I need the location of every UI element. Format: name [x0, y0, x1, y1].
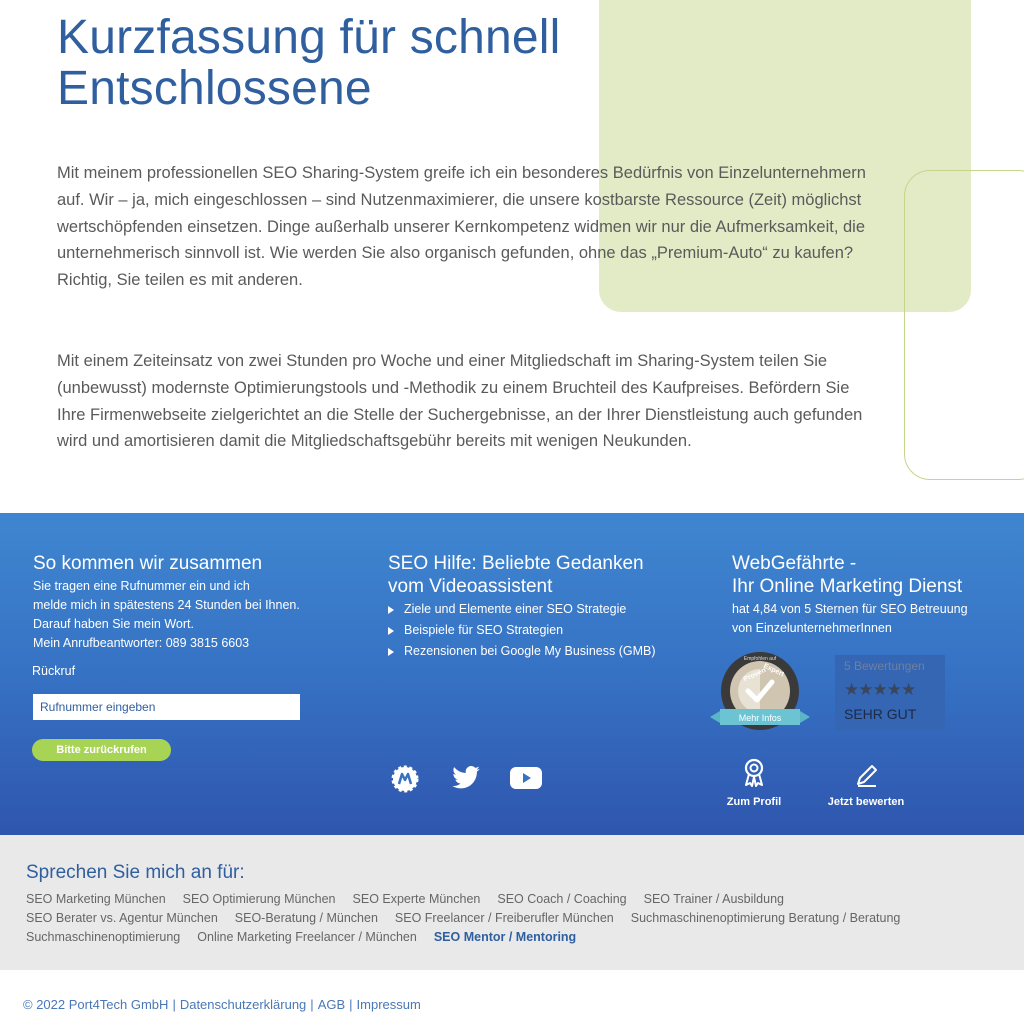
keywords-row-3	[26, 930, 593, 944]
pencil-edit-icon	[852, 757, 880, 787]
profile-action[interactable]	[722, 757, 786, 808]
award-ribbon-icon	[741, 757, 767, 787]
youtube-icon[interactable]	[509, 763, 543, 793]
privacy-link[interactable]: Datenschutzerklärung	[179, 997, 307, 1012]
footer-blue-section	[0, 513, 1024, 835]
keyword-link[interactable]: SEO Optimierung München	[182, 892, 336, 906]
phone-input[interactable]	[33, 694, 300, 720]
terms-link[interactable]: AGB	[317, 997, 346, 1012]
separator: |	[349, 997, 353, 1012]
keyword-link-active[interactable]: SEO Mentor / Mentoring	[433, 930, 577, 944]
webgefaehrte-rating-text	[732, 600, 1012, 638]
seo-help-title-line-1: SEO Hilfe: Beliebte Gedanken	[388, 553, 644, 574]
imprint-link[interactable]: Impressum	[356, 997, 421, 1012]
page-title	[57, 12, 561, 114]
triangle-right-icon	[388, 627, 394, 635]
star-rating-icon: ★★★★★	[844, 680, 916, 699]
twitter-icon[interactable]	[449, 763, 483, 793]
rating-text: SEHR GUT	[844, 706, 917, 722]
webgefaehrte-title-line-1: WebGefährte -	[732, 553, 857, 574]
webgefaehrte-title-line-2: Ihr Online Marketing Dienst	[732, 576, 963, 597]
triangle-right-icon	[388, 648, 394, 656]
title-line-2: Entschlossene	[57, 62, 372, 115]
copyright-text: © 2022 Port4Tech GmbH	[23, 997, 169, 1012]
callback-label: Rückruf	[32, 664, 76, 678]
keyword-link[interactable]: Suchmaschinenoptimierung	[26, 930, 181, 944]
badge-more-info[interactable]: Mehr Infos	[738, 713, 782, 723]
intro-paragraph-1: Mit meinem professionellen SEO Sharing-System greife ich ein besonderes Bedürfnis von Einzelunternehmern auf. Wir – ja, mich eingeschlossen – sind Nutzenmaximierer, die unsere kostbarste Ressource (Zeit) möglichst wertschöpfenden einsetzen. Dinge außerhalb unserer Kernkompetenz widmen wir nur die Aufmerksamkeit, die unternehmerisch sinnvoll ist. Wie werden Sie also organisch gefunden, ohne das „Premium-Auto“ zu kaufen? Richtig, Sie teilen es mit anderen.	[57, 164, 866, 290]
contact-text	[33, 577, 343, 653]
seo-help-list	[388, 599, 656, 662]
rating-line: hat 4,84 von 5 Sternen für SEO Betreuung	[732, 602, 968, 616]
keyword-link[interactable]: Suchmaschinenoptimierung Beratung / Beratung	[630, 911, 901, 925]
keyword-link[interactable]: SEO Trainer / Ausbildung	[643, 892, 784, 906]
reviews-widget[interactable]	[835, 655, 945, 731]
badge-brand-bottom: Expert	[762, 662, 786, 679]
callback-button[interactable]: Bitte zurückrufen	[32, 739, 171, 761]
seo-help-item	[388, 599, 656, 620]
keyword-link[interactable]: SEO Marketing München	[26, 892, 166, 906]
provenexpert-badge[interactable]	[706, 651, 814, 737]
contact-line: Mein Anrufbeantworter: 089 3815 6603	[33, 636, 250, 650]
separator: |	[310, 997, 314, 1012]
provenexpert-social-icon[interactable]	[389, 763, 421, 795]
keywords-title: Sprechen Sie mich an für:	[26, 862, 245, 883]
seo-help-link-examples[interactable]: Beispiele für SEO Strategien	[404, 623, 564, 637]
triangle-right-icon	[388, 606, 394, 614]
separator: |	[172, 997, 176, 1012]
contact-title: So kommen wir zusammen	[33, 553, 263, 574]
intro-paragraph-2: Mit einem Zeiteinsatz von zwei Stunden pro Woche und einer Mitgliedschaft im Sharing-System teilen Sie (unbewusst) modernste Optimierungstools und -Methodik zu einem Bruchteil des Kaufpreises. Befördern Sie Ihre Firmenwebseite zielgerichtet an die Stelle der Suchergebnisse, an der Ihrer Dienstleistung auch gefunden wird und amortisieren damit die Mitgliedschaftsgebühr bereits mit wenigen Neukunden.	[57, 352, 863, 451]
seo-help-title	[388, 552, 644, 598]
keyword-link[interactable]: SEO-Beratung / München	[234, 911, 378, 925]
keywords-row-1	[26, 892, 801, 906]
seo-help-link-strategy[interactable]: Ziele und Elemente einer SEO Strategie	[404, 602, 627, 616]
contact-line: melde mich in spätestens 24 Stunden bei Ihnen.	[33, 598, 300, 612]
seo-help-title-line-2: vom Videoassistent	[388, 576, 553, 597]
decorative-outline-box	[904, 170, 1024, 480]
keyword-link[interactable]: SEO Berater vs. Agentur München	[26, 911, 218, 925]
keyword-link[interactable]: SEO Freelancer / Freiberufler München	[394, 911, 614, 925]
keywords-row-2	[26, 911, 917, 925]
seo-help-link-reviews[interactable]: Rezensionen bei Google My Business (GMB)	[404, 644, 656, 658]
profile-label[interactable]: Zum Profil	[726, 796, 782, 808]
webgefaehrte-title	[732, 552, 962, 598]
keyword-link[interactable]: Online Marketing Freelancer / München	[197, 930, 417, 944]
badge-brand-top: Proven	[742, 666, 768, 684]
reviews-count: 5 Bewertungen	[844, 659, 925, 673]
contact-line: Sie tragen eine Rufnummer ein und ich	[33, 579, 250, 593]
keyword-link[interactable]: SEO Experte München	[352, 892, 481, 906]
seo-help-item	[388, 641, 656, 662]
rate-label[interactable]: Jetzt bewerten	[827, 796, 905, 808]
badge-ring-text: Empfohlen auf	[743, 656, 777, 662]
seo-help-item	[388, 620, 656, 641]
legal-footer	[23, 997, 421, 1012]
title-line-1: Kurzfassung für schnell	[57, 11, 561, 64]
keyword-link[interactable]: SEO Coach / Coaching	[497, 892, 627, 906]
rating-line: von EinzelunternehmerInnen	[732, 621, 892, 635]
keywords-section	[0, 835, 1024, 970]
contact-line: Darauf haben Sie mein Wort.	[33, 617, 194, 631]
rate-action[interactable]	[822, 757, 910, 808]
